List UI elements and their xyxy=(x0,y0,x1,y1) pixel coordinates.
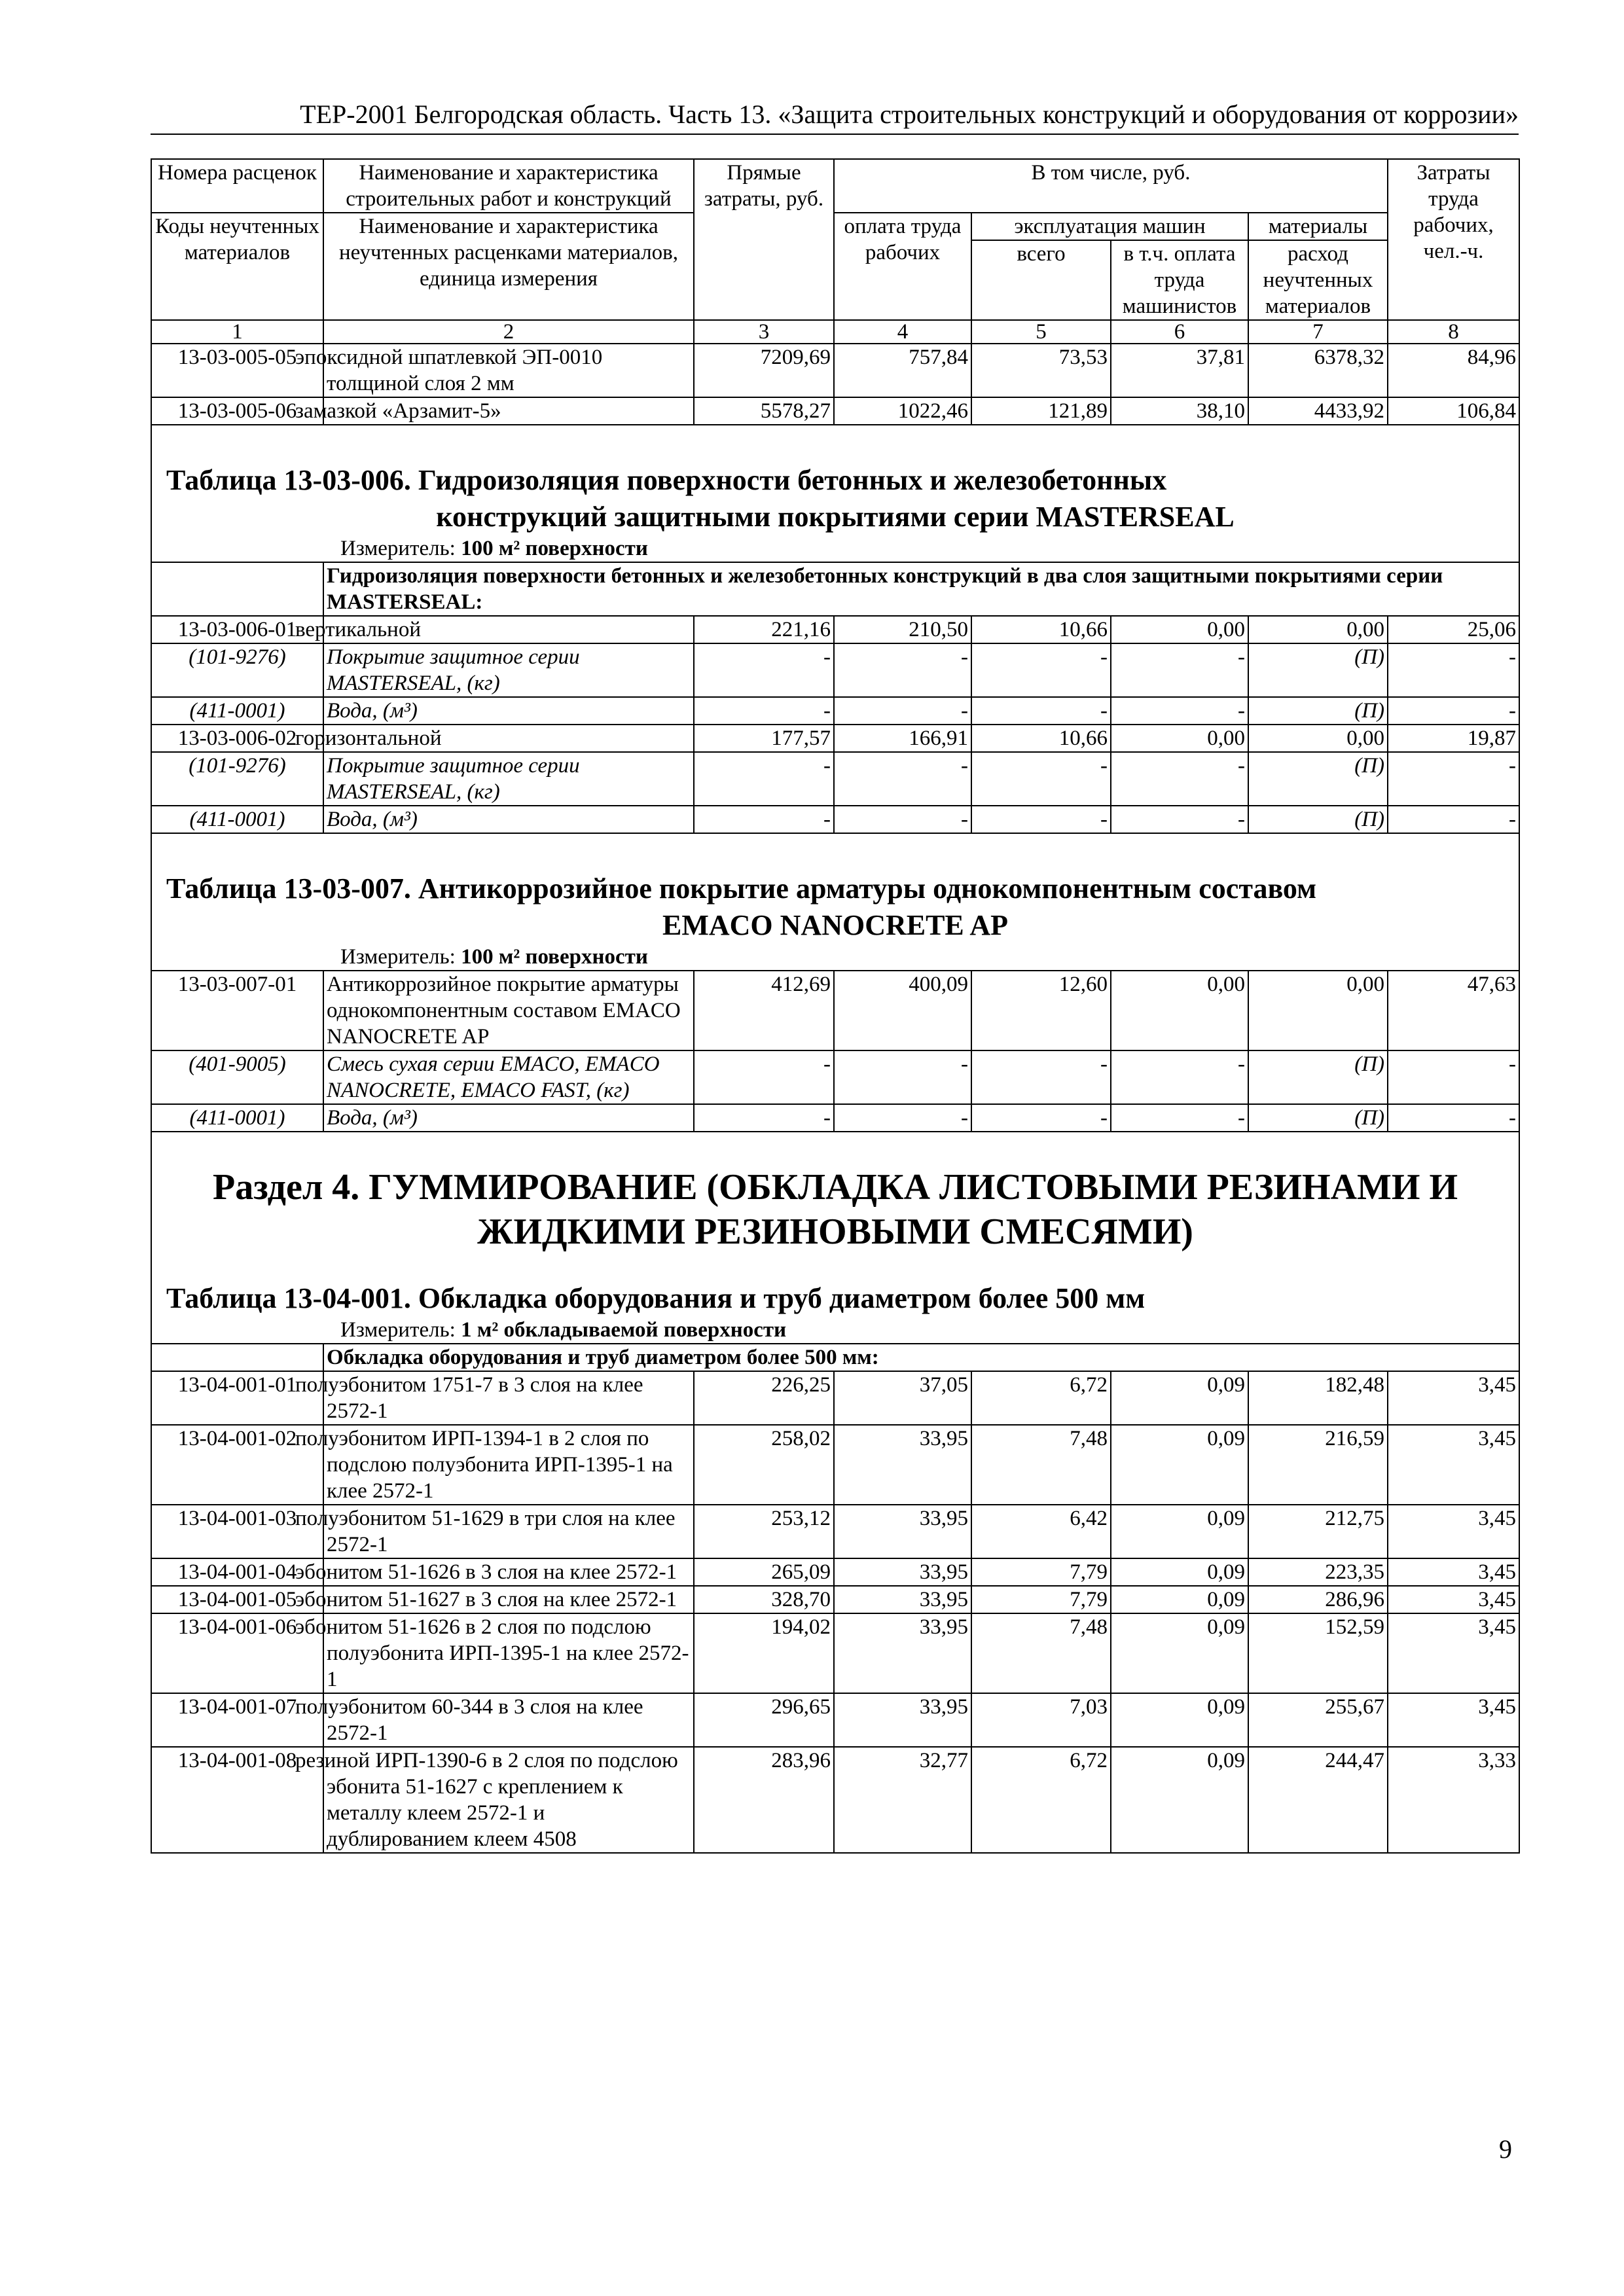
table-row xyxy=(151,971,1519,1050)
header-row-1 xyxy=(151,159,1519,213)
value-cell: - xyxy=(834,643,971,697)
group-subheader: Обкладка оборудования и труб диаметром более 500 мм: xyxy=(323,1344,1519,1371)
value-cell: (П) xyxy=(1248,643,1388,697)
value-cell: - xyxy=(971,1050,1111,1104)
material-row xyxy=(151,697,1519,725)
value-cell: (П) xyxy=(1248,1050,1388,1104)
rate-name: вертикальной xyxy=(323,616,694,643)
value-cell: 0,09 xyxy=(1111,1747,1248,1853)
value-cell: 0,00 xyxy=(1248,971,1388,1050)
value-cell: 32,77 xyxy=(834,1747,971,1853)
value-cell: 253,12 xyxy=(694,1505,834,1558)
value-cell: - xyxy=(834,697,971,725)
value-cell: 0,00 xyxy=(1111,971,1248,1050)
value-cell: - xyxy=(1388,806,1519,833)
value-cell: 6,42 xyxy=(971,1505,1111,1558)
col-number: 7 xyxy=(1248,320,1388,344)
value-cell: 84,96 xyxy=(1388,344,1519,397)
value-cell: 412,69 xyxy=(694,971,834,1050)
value-cell: - xyxy=(1388,697,1519,725)
value-cell: (П) xyxy=(1248,697,1388,725)
table-title-continued: конструкций защитными покрытиями серии MASTERSEAL xyxy=(436,501,1235,533)
value-cell: 0,09 xyxy=(1111,1425,1248,1505)
col-header-including: В том числе, руб. xyxy=(834,159,1388,213)
material-row xyxy=(151,1050,1519,1104)
value-cell: - xyxy=(1111,1104,1248,1132)
value-cell: 5578,27 xyxy=(694,397,834,425)
rate-name: эбонитом 51-1626 в 2 слоя по подслою полуэбонита ИРП-1395-1 на клее 2572-1 xyxy=(323,1613,694,1693)
rate-code: 13-03-007-01 xyxy=(151,971,323,1050)
value-cell: 177,57 xyxy=(694,725,834,752)
value-cell: 0,00 xyxy=(1111,616,1248,643)
table-row xyxy=(151,1613,1519,1693)
value-cell: 210,50 xyxy=(834,616,971,643)
rate-code: 13-03-005-06 xyxy=(151,397,323,425)
section-title: Раздел 4. ГУММИРОВАНИЕ (ОБКЛАДКА ЛИСТОВЫМИ РЕЗИНАМИ И ЖИДКИМИ РЕЗИНОВЫМИ СМЕСЯМИ) xyxy=(212,1167,1458,1252)
material-name: Вода, (м³) xyxy=(323,697,694,725)
value-cell: 3,45 xyxy=(1388,1558,1519,1586)
value-cell: - xyxy=(694,1104,834,1132)
value-cell: 7,03 xyxy=(971,1693,1111,1747)
value-cell: 3,45 xyxy=(1388,1425,1519,1505)
value-cell: 258,02 xyxy=(694,1425,834,1505)
value-cell: - xyxy=(1388,752,1519,806)
value-cell: - xyxy=(1111,643,1248,697)
document-body xyxy=(151,158,1519,1854)
value-cell: 255,67 xyxy=(1248,1693,1388,1747)
value-cell: 7,79 xyxy=(971,1558,1111,1586)
value-cell: (П) xyxy=(1248,1104,1388,1132)
subheader-row xyxy=(151,1344,1519,1371)
value-cell: - xyxy=(1111,1050,1248,1104)
table-row xyxy=(151,1586,1519,1613)
material-name: Покрытие защитное серии MASTERSEAL, (кг) xyxy=(323,643,694,697)
material-row xyxy=(151,1104,1519,1132)
value-cell: 3,45 xyxy=(1388,1693,1519,1747)
table-row xyxy=(151,1693,1519,1747)
material-code: (101-9276) xyxy=(151,752,323,806)
value-cell: - xyxy=(1111,697,1248,725)
value-cell: - xyxy=(1388,643,1519,697)
value-cell: (П) xyxy=(1248,806,1388,833)
rate-code: 13-03-005-05 xyxy=(151,344,323,397)
value-cell: 37,81 xyxy=(1111,344,1248,397)
value-cell: 33,95 xyxy=(834,1693,971,1747)
rate-code: 13-04-001-04 xyxy=(151,1558,323,1586)
value-cell: 3,45 xyxy=(1388,1586,1519,1613)
value-cell: 33,95 xyxy=(834,1586,971,1613)
rate-name: эпоксидной шпатлевкой ЭП-0010 толщиной слоя 2 мм xyxy=(323,344,694,397)
value-cell: 7,48 xyxy=(971,1425,1111,1505)
rate-name: полуэбонитом 51-1629 в три слоя на клее 2572-1 xyxy=(323,1505,694,1558)
running-header: ТЕР-2001 Белгородская область. Часть 13. «Защита строительных конструкций и оборудования от коррозии» xyxy=(151,98,1519,135)
value-cell: 400,09 xyxy=(834,971,971,1050)
value-cell: 7209,69 xyxy=(694,344,834,397)
rate-name: резиной ИРП-1390-6 в 2 слоя по подслою эбонита 51-1627 с креплением к металлу клеем 2572-1 и дублированием клеем 4508 xyxy=(323,1747,694,1853)
col-header-direct-costs: Прямые затраты, руб. xyxy=(694,159,834,320)
value-cell: - xyxy=(1388,1050,1519,1104)
value-cell: 221,16 xyxy=(694,616,834,643)
table-title-block xyxy=(151,425,1519,562)
rate-name: полуэбонитом ИРП-1394-1 в 2 слоя по подслою полуэбонита ИРП-1395-1 на клее 2572-1 xyxy=(323,1425,694,1505)
value-cell: 296,65 xyxy=(694,1693,834,1747)
value-cell: - xyxy=(971,752,1111,806)
value-cell: 19,87 xyxy=(1388,725,1519,752)
rate-code: 13-03-006-02 xyxy=(151,725,323,752)
value-cell: 3,33 xyxy=(1388,1747,1519,1853)
table-title-block xyxy=(151,833,1519,971)
value-cell: 0,00 xyxy=(1248,725,1388,752)
value-cell: 3,45 xyxy=(1388,1371,1519,1425)
value-cell: - xyxy=(694,697,834,725)
group-subheader: Гидроизоляция поверхности бетонных и железобетонных конструкций в два слоя защитными покрытиями серии MASTERSEAL: xyxy=(323,562,1519,616)
col-header-material-consumption: расход неучтенных материалов xyxy=(1248,240,1388,320)
value-cell: 0,09 xyxy=(1111,1586,1248,1613)
value-cell: 7,79 xyxy=(971,1586,1111,1613)
table-row xyxy=(151,1558,1519,1586)
value-cell: 47,63 xyxy=(1388,971,1519,1050)
col-number: 6 xyxy=(1111,320,1248,344)
value-cell: 0,09 xyxy=(1111,1371,1248,1425)
value-cell: 328,70 xyxy=(694,1586,834,1613)
value-cell: 121,89 xyxy=(971,397,1111,425)
material-code: (411-0001) xyxy=(151,1104,323,1132)
table-row xyxy=(151,344,1519,397)
value-cell: 3,45 xyxy=(1388,1613,1519,1693)
section-title-block xyxy=(151,1132,1519,1344)
rate-code: 13-04-001-06 xyxy=(151,1613,323,1693)
value-cell: 212,75 xyxy=(1248,1505,1388,1558)
rate-code: 13-03-006-01 xyxy=(151,616,323,643)
col-number: 1 xyxy=(151,320,323,344)
material-name: Покрытие защитное серии MASTERSEAL, (кг) xyxy=(323,752,694,806)
table-row xyxy=(151,616,1519,643)
value-cell: 10,66 xyxy=(971,616,1111,643)
value-cell: 12,60 xyxy=(971,971,1111,1050)
value-cell: 7,48 xyxy=(971,1613,1111,1693)
material-code: (411-0001) xyxy=(151,697,323,725)
header-row-2 xyxy=(151,213,1519,240)
col-number: 3 xyxy=(694,320,834,344)
value-cell: 25,06 xyxy=(1388,616,1519,643)
value-cell: - xyxy=(694,752,834,806)
col-header-material-codes: Коды неучтенных материалов xyxy=(151,213,323,320)
material-row xyxy=(151,806,1519,833)
col-header-operator-pay: в т.ч. оплата труда машинистов xyxy=(1111,240,1248,320)
value-cell: - xyxy=(971,697,1111,725)
subheader-row xyxy=(151,562,1519,616)
rate-code: 13-04-001-03 xyxy=(151,1505,323,1558)
rate-name: замазкой «Арзамит-5» xyxy=(323,397,694,425)
value-cell: - xyxy=(834,752,971,806)
col-number: 4 xyxy=(834,320,971,344)
value-cell: 182,48 xyxy=(1248,1371,1388,1425)
value-cell: 10,66 xyxy=(971,725,1111,752)
unit-of-measure: Измеритель: 100 м² поверхности xyxy=(340,945,648,969)
value-cell: 33,95 xyxy=(834,1613,971,1693)
col-header-worker-pay: оплата труда рабочих xyxy=(834,213,971,320)
value-cell: - xyxy=(971,1104,1111,1132)
material-code: (101-9276) xyxy=(151,643,323,697)
value-cell: 33,95 xyxy=(834,1558,971,1586)
value-cell: - xyxy=(694,806,834,833)
value-cell: 0,09 xyxy=(1111,1505,1248,1558)
unit-of-measure: Измеритель: 100 м² поверхности xyxy=(340,537,648,560)
value-cell: 6,72 xyxy=(971,1747,1111,1853)
value-cell: 283,96 xyxy=(694,1747,834,1853)
value-cell: 37,05 xyxy=(834,1371,971,1425)
value-cell: - xyxy=(834,806,971,833)
col-header-labor-costs: Затраты труда рабочих, чел.-ч. xyxy=(1388,159,1519,320)
value-cell: 1022,46 xyxy=(834,397,971,425)
value-cell: 33,95 xyxy=(834,1505,971,1558)
column-numbers-row xyxy=(151,320,1519,344)
value-cell: - xyxy=(1111,752,1248,806)
value-cell: 0,09 xyxy=(1111,1693,1248,1747)
rate-name: эбонитом 51-1626 в 3 слоя на клее 2572-1 xyxy=(323,1558,694,1586)
page-number: 9 xyxy=(1499,2134,1512,2164)
value-cell: 4433,92 xyxy=(1248,397,1388,425)
value-cell: - xyxy=(1111,806,1248,833)
value-cell: 6,72 xyxy=(971,1371,1111,1425)
value-cell: 6378,32 xyxy=(1248,344,1388,397)
value-cell: 223,35 xyxy=(1248,1558,1388,1586)
table-row xyxy=(151,1747,1519,1853)
table-row xyxy=(151,397,1519,425)
value-cell: - xyxy=(971,643,1111,697)
rate-name: Антикоррозийное покрытие арматуры однокомпонентным составом EMACO NANOCRETE AP xyxy=(323,971,694,1050)
value-cell: 0,00 xyxy=(1111,725,1248,752)
col-number: 8 xyxy=(1388,320,1519,344)
col-header-materials: материалы xyxy=(1248,213,1388,240)
table-title: Таблица 13-03-006. Гидроизоляция поверхности бетонных и железобетонных xyxy=(166,464,1167,496)
col-header-work-name: Наименование и характеристика строительных работ и конструкций xyxy=(323,159,694,213)
col-number: 5 xyxy=(971,320,1111,344)
table-row xyxy=(151,1505,1519,1558)
rates-table xyxy=(151,158,1520,1854)
material-name: Вода, (м³) xyxy=(323,1104,694,1132)
value-cell: 757,84 xyxy=(834,344,971,397)
value-cell: - xyxy=(694,643,834,697)
material-row xyxy=(151,752,1519,806)
value-cell: 152,59 xyxy=(1248,1613,1388,1693)
material-row xyxy=(151,643,1519,697)
rate-code: 13-04-001-01 xyxy=(151,1371,323,1425)
value-cell: 286,96 xyxy=(1248,1586,1388,1613)
value-cell: 33,95 xyxy=(834,1425,971,1505)
table-row xyxy=(151,725,1519,752)
table-title-continued: EMACO NANOCRETE AP xyxy=(662,909,1009,941)
value-cell: 3,45 xyxy=(1388,1505,1519,1558)
rate-name: горизонтальной xyxy=(323,725,694,752)
rate-code: 13-04-001-07 xyxy=(151,1693,323,1747)
value-cell: - xyxy=(1388,1104,1519,1132)
value-cell: - xyxy=(834,1104,971,1132)
value-cell: - xyxy=(971,806,1111,833)
table-body xyxy=(151,1371,1519,1853)
col-header-machines-total: всего xyxy=(971,240,1111,320)
rate-name: полуэбонитом 60-344 в 3 слоя на клее 2572-1 xyxy=(323,1693,694,1747)
value-cell: 265,09 xyxy=(694,1558,834,1586)
value-cell: (П) xyxy=(1248,752,1388,806)
value-cell: 226,25 xyxy=(694,1371,834,1425)
table-row xyxy=(151,1371,1519,1425)
value-cell: 244,47 xyxy=(1248,1747,1388,1853)
value-cell: 0,09 xyxy=(1111,1558,1248,1586)
col-header-material-name: Наименование и характеристика неучтенных расценками материалов, единица измерения xyxy=(323,213,694,320)
unit-of-measure: Измеритель: 1 м² обкладываемой поверхности xyxy=(340,1318,787,1342)
value-cell: 216,59 xyxy=(1248,1425,1388,1505)
material-name: Смесь сухая серии EMACO, EMACO NANOCRETE, EMACO FAST, (кг) xyxy=(323,1050,694,1104)
table-title: Таблица 13-04-001. Обкладка оборудования и труб диаметром более 500 мм xyxy=(166,1282,1146,1314)
value-cell: 0,09 xyxy=(1111,1613,1248,1693)
value-cell: 106,84 xyxy=(1388,397,1519,425)
value-cell: 166,91 xyxy=(834,725,971,752)
material-name: Вода, (м³) xyxy=(323,806,694,833)
col-header-machines: эксплуатация машин xyxy=(971,213,1248,240)
rate-name: полуэбонитом 1751-7 в 3 слоя на клее 2572-1 xyxy=(323,1371,694,1425)
value-cell: 73,53 xyxy=(971,344,1111,397)
material-code: (401-9005) xyxy=(151,1050,323,1104)
value-cell: - xyxy=(694,1050,834,1104)
table-row xyxy=(151,1425,1519,1505)
rate-code: 13-04-001-08 xyxy=(151,1747,323,1853)
value-cell: 194,02 xyxy=(694,1613,834,1693)
col-number: 2 xyxy=(323,320,694,344)
col-header-rate-numbers: Номера расценок xyxy=(151,159,323,213)
material-code: (411-0001) xyxy=(151,806,323,833)
rate-name: эбонитом 51-1627 в 3 слоя на клее 2572-1 xyxy=(323,1586,694,1613)
rate-code: 13-04-001-02 xyxy=(151,1425,323,1505)
rate-code: 13-04-001-05 xyxy=(151,1586,323,1613)
value-cell: - xyxy=(834,1050,971,1104)
table-title: Таблица 13-03-007. Антикоррозийное покрытие арматуры однокомпонентным составом xyxy=(166,872,1317,905)
value-cell: 38,10 xyxy=(1111,397,1248,425)
value-cell: 0,00 xyxy=(1248,616,1388,643)
